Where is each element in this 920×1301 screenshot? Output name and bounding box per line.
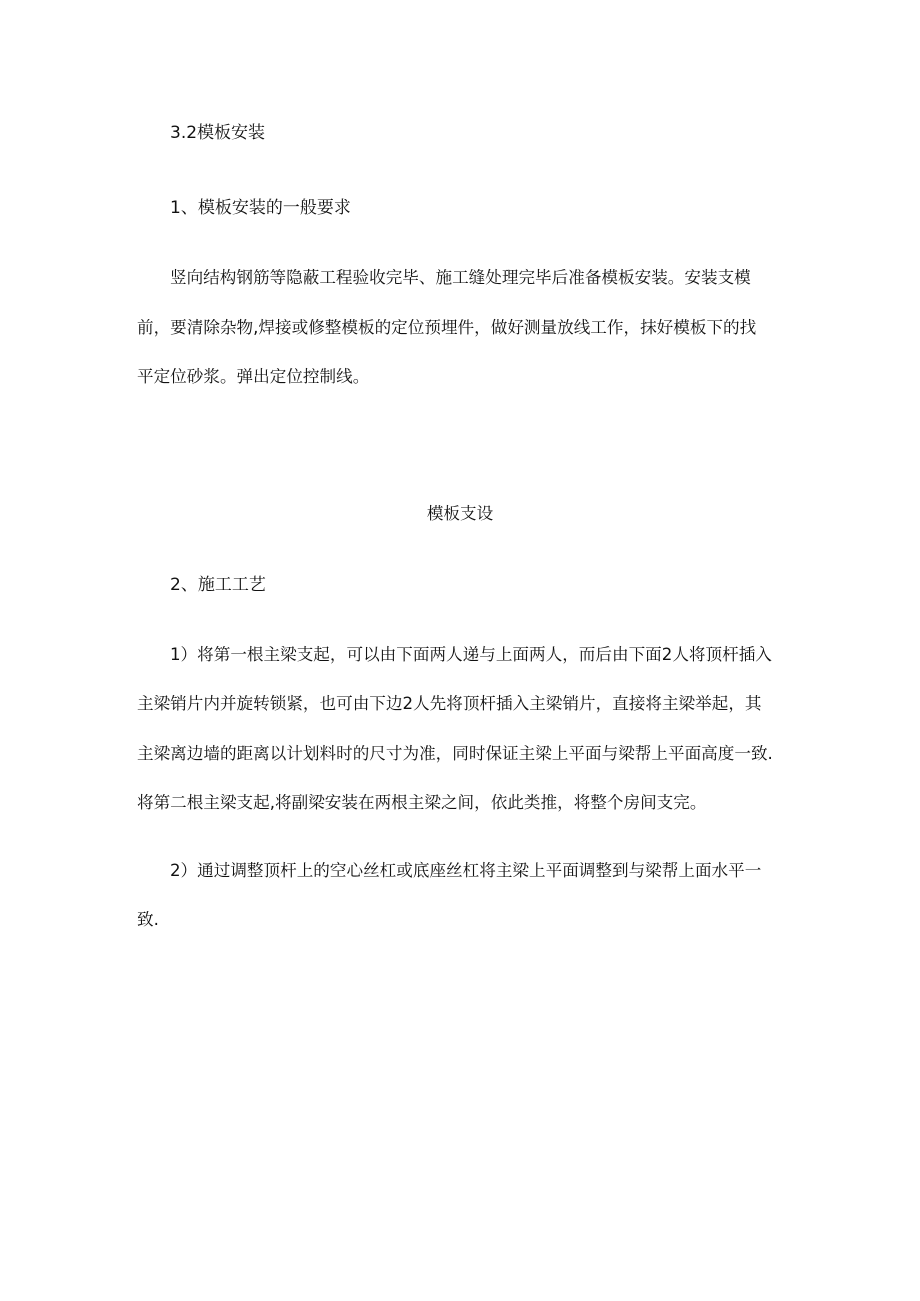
step-1-line: 主梁销片内并旋转锁紧，也可由下边2人先将顶杆插入主梁销片，直接将主梁举起，其	[137, 694, 762, 713]
paragraph-line: 前，要清除杂物,焊接或修整模板的定位预埋件，做好测量放线工作，抹好模板下的找	[137, 318, 757, 337]
section-title: 3.2模板安装	[170, 123, 266, 143]
step-2-line: 2）通过调整顶杆上的空心丝杠或底座丝杠将主梁上平面调整到与梁帮上面水平一	[170, 861, 762, 880]
step-2-line: 致.	[137, 910, 159, 929]
step-1-line: 将第二根主梁支起,将副梁安装在两根主梁之间，依此类推，将整个房间支完。	[137, 793, 707, 812]
paragraph-line: 平定位砂浆。弹出定位控制线。	[137, 367, 370, 386]
figure-caption: 模板支设	[426, 504, 494, 523]
step-1-line: 主梁离边墙的距离以计划料时的尺寸为准，同时保证主梁上平面与梁帮上平面高度一致.	[137, 744, 773, 763]
subsection-2-title: 2、施工工艺	[170, 575, 266, 595]
paragraph-line: 竖向结构钢筋等隐蔽工程验收完毕、施工缝处理完毕后准备模板安装。安装支模	[170, 268, 751, 287]
subsection-1-title: 1、模板安装的一般要求	[170, 198, 351, 218]
step-1-line: 1）将第一根主梁支起，可以由下面两人递与上面两人，而后由下面2人将顶杆插入	[170, 645, 772, 664]
